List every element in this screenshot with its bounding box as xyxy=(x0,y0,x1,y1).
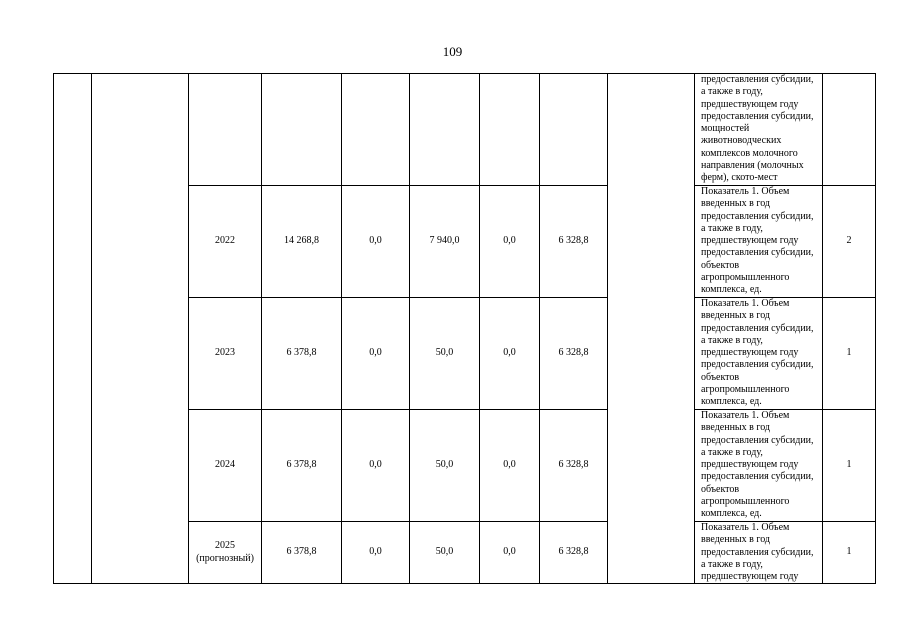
indicator-value-cell: 2 xyxy=(823,186,876,298)
year-cell: 2022 xyxy=(189,186,262,298)
indicator-value-cell xyxy=(823,74,876,186)
local-budget-cell: 0,0 xyxy=(480,298,540,410)
regional-budget-cell: 50,0 xyxy=(410,298,480,410)
federal-budget-cell: 0,0 xyxy=(342,186,410,298)
forecast-note: (прогнозный) xyxy=(196,552,254,564)
extrabudget-cell: 6 328,8 xyxy=(540,186,608,298)
table-row xyxy=(54,74,876,186)
federal-budget-cell xyxy=(342,74,410,186)
total-cell xyxy=(262,74,342,186)
indicator-cell: Показатель 1. Объем введенных в год предоставления субсидии, а также в году, предшествующем году предоставления субсидии, объектов агропромышленного комплекса, ед. xyxy=(695,186,823,298)
indicator-value-cell: 1 xyxy=(823,298,876,410)
indicator-value-cell: 1 xyxy=(823,522,876,584)
executor-cell xyxy=(608,74,695,584)
local-budget-cell: 0,0 xyxy=(480,522,540,584)
year-cell xyxy=(189,74,262,186)
regional-budget-cell: 50,0 xyxy=(410,522,480,584)
year-cell: 2023 xyxy=(189,298,262,410)
extrabudget-cell xyxy=(540,74,608,186)
event-name-cell xyxy=(92,74,189,584)
total-cell: 6 378,8 xyxy=(262,522,342,584)
extrabudget-cell: 6 328,8 xyxy=(540,298,608,410)
indicator-cell: Показатель 1. Объем введенных в год предоставления субсидии, а также в году, предшествующем году предоставления субсидии, объектов агропромышленного комплекса, ед. xyxy=(695,298,823,410)
total-cell: 6 378,8 xyxy=(262,298,342,410)
page-number: 109 xyxy=(442,44,463,59)
extrabudget-cell: 6 328,8 xyxy=(540,410,608,522)
total-cell: 6 378,8 xyxy=(262,410,342,522)
extrabudget-cell: 6 328,8 xyxy=(540,522,608,584)
indicator-value-cell: 1 xyxy=(823,410,876,522)
federal-budget-cell: 0,0 xyxy=(342,410,410,522)
local-budget-cell: 0,0 xyxy=(480,410,540,522)
indicator-cell: Показатель 1. Объем введенных в год предоставления субсидии, а также в году, предшествующем году предоставления субсидии, объектов агропромышленного комплекса, ед. xyxy=(695,410,823,522)
row-number-cell xyxy=(54,74,92,584)
year-cell: 2024 xyxy=(189,410,262,522)
federal-budget-cell: 0,0 xyxy=(342,522,410,584)
budget-table xyxy=(53,73,876,584)
regional-budget-cell: 50,0 xyxy=(410,410,480,522)
year-cell: 2025 (прогнозный) xyxy=(189,522,262,584)
indicator-cell: предоставления субсидии, а также в году, предшествующем году предоставления субсидии, мощностей животноводческих комплексов молочного направления (молочных ферм), ското-мест xyxy=(695,74,823,186)
regional-budget-cell xyxy=(410,74,480,186)
local-budget-cell xyxy=(480,74,540,186)
total-cell: 14 268,8 xyxy=(262,186,342,298)
regional-budget-cell: 7 940,0 xyxy=(410,186,480,298)
local-budget-cell: 0,0 xyxy=(480,186,540,298)
indicator-cell: Показатель 1. Объем введенных в год предоставления субсидии, а также в году, предшествующем году xyxy=(695,522,823,584)
federal-budget-cell: 0,0 xyxy=(342,298,410,410)
